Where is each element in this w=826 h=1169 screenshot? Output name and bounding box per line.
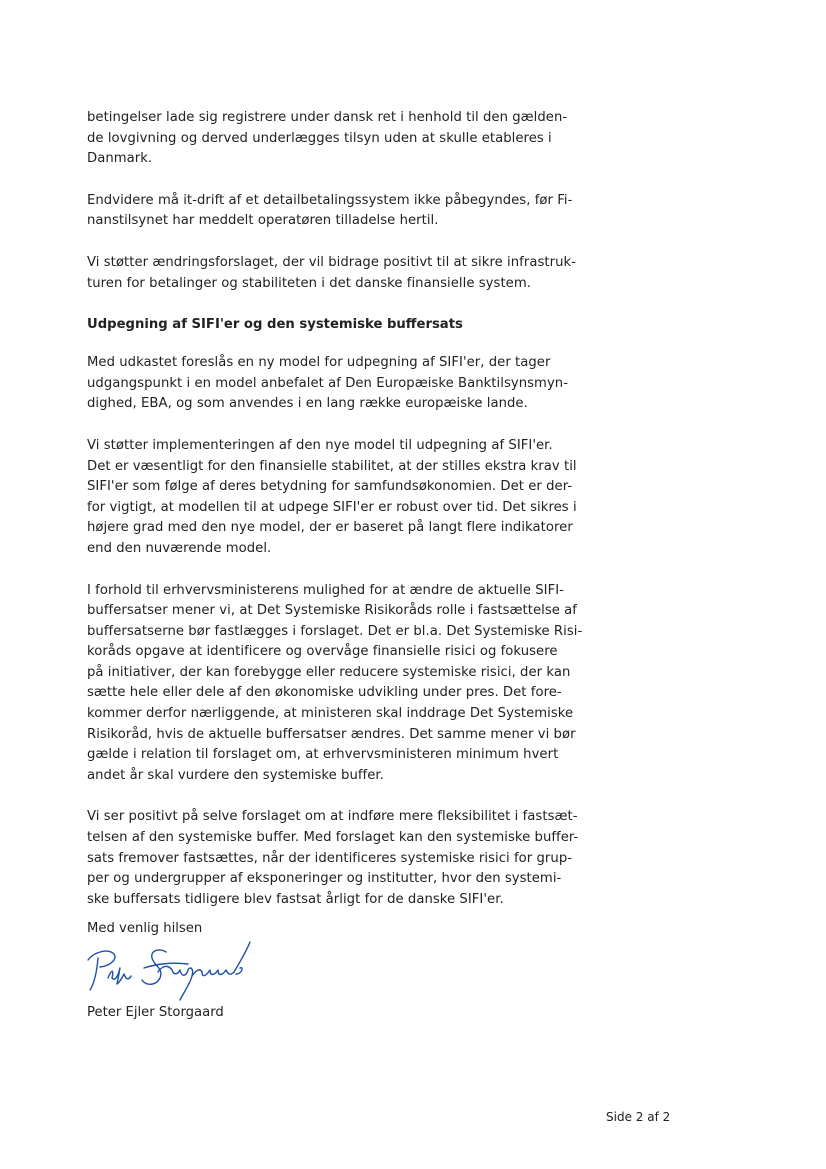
paragraph-registration	[87, 108, 587, 170]
text-line: nanstilsynet har meddelt operatøren tilladelse hertil.	[87, 213, 439, 229]
text-line: andet år skal vurdere den systemiske buffer.	[87, 767, 384, 783]
text-line: de lovgivning og derved underlægges tilsyn uden at skulle etableres i	[87, 130, 552, 146]
paragraph-new-model	[87, 353, 587, 415]
closing-salutation: Med venlig hilsen	[87, 921, 203, 936]
text-line: Vi støtter implementeringen af den nye model til udpegning af SIFI'er.	[87, 437, 553, 453]
text-line: Danmark.	[87, 151, 153, 167]
text-line: Med udkastet foreslås en ny model for udpegning af SIFI'er, der tager	[87, 355, 551, 371]
text-line: per og undergrupper af eksponeringer og institutter, hvor den systemi-	[87, 871, 562, 887]
text-line: Endvidere må it-drift af et detailbetalingssystem ikke påbegyndes, før Fi-	[87, 192, 573, 208]
text-line: sats fremover fastsættes, når der identificeres systemiske risici for grup-	[87, 850, 573, 866]
text-line: buffersatserne bør fastlægges i forslaget. Det er bl.a. Det Systemiske Risi-	[87, 623, 583, 639]
text-line: turen for betalinger og stabiliteten i det danske finansielle system.	[87, 275, 531, 291]
text-line: SIFI'er som følge af deres betydning for samfundsøkonomien. Det er der-	[87, 479, 573, 495]
text-line: ske buffersats tidligere blev fastsat årligt for de danske SIFI'er.	[87, 891, 504, 907]
paragraph-flexibility	[87, 807, 587, 910]
text-line: på initiativer, der kan forebygge eller reducere systemiske risici, der kan	[87, 664, 571, 680]
text-line: højere grad med den nye model, der er baseret på langt flere indikatorer	[87, 520, 573, 536]
text-line: Vi støtter ændringsforslaget, der vil bidrage positivt til at sikre infrastruk-	[87, 254, 576, 270]
text-line: sætte hele eller dele af den økonomiske udvikling under pres. Det fore-	[87, 685, 562, 701]
text-line: udgangspunkt i en model anbefalet af Den Europæiske Banktilsynsmyn-	[87, 375, 569, 391]
section-heading: Udpegning af SIFI'er og den systemiske buffersats	[87, 317, 463, 333]
text-line: for vigtigt, at modellen til at udpege SIFI'er er robust over tid. Det sikres i	[87, 499, 577, 515]
page-number: Side 2 af 2	[606, 1110, 671, 1124]
text-line: kommer derfor nærliggende, at ministeren skal inddrage Det Systemiske	[87, 706, 574, 722]
text-line: end den nuværende model.	[87, 540, 272, 556]
text-line: dighed, EBA, og som anvendes i en lang række europæiske lande.	[87, 396, 528, 412]
letter-body	[87, 108, 587, 931]
text-line: Risikoråd, hvis de aktuelle buffersatser ændres. Det samme mener vi bør	[87, 726, 576, 742]
signer-name: Peter Ejler Storgaard	[87, 1005, 224, 1020]
text-line: betingelser lade sig registrere under dansk ret i henhold til den gælden-	[87, 110, 568, 125]
paragraph-support-amendment	[87, 253, 587, 294]
text-line: Vi ser positivt på selve forslaget om at indføre mere fleksibilitet i fastsæt-	[87, 809, 578, 825]
paragraph-it-operation	[87, 191, 587, 232]
text-line: buffersatser mener vi, at Det Systemiske Risikoråds rolle i fastsættelse af	[87, 603, 577, 619]
text-line: Det er væsentligt for den finansielle stabilitet, at der stilles ekstra krav til	[87, 458, 577, 474]
paragraph-support-implementation	[87, 436, 587, 560]
paragraph-risk-council	[87, 581, 587, 787]
text-line: koråds opgave at identificere og overvåge finansielle risici og fokusere	[87, 644, 558, 660]
handwritten-signature	[84, 938, 264, 1008]
text-line: gælde i relation til forslaget om, at erhvervsministeren minimum hvert	[87, 747, 559, 763]
text-line: telsen af den systemiske buffer. Med forslaget kan den systemiske buffer-	[87, 830, 579, 846]
text-line: I forhold til erhvervsministerens mulighed for at ændre de aktuelle SIFI-	[87, 582, 564, 598]
